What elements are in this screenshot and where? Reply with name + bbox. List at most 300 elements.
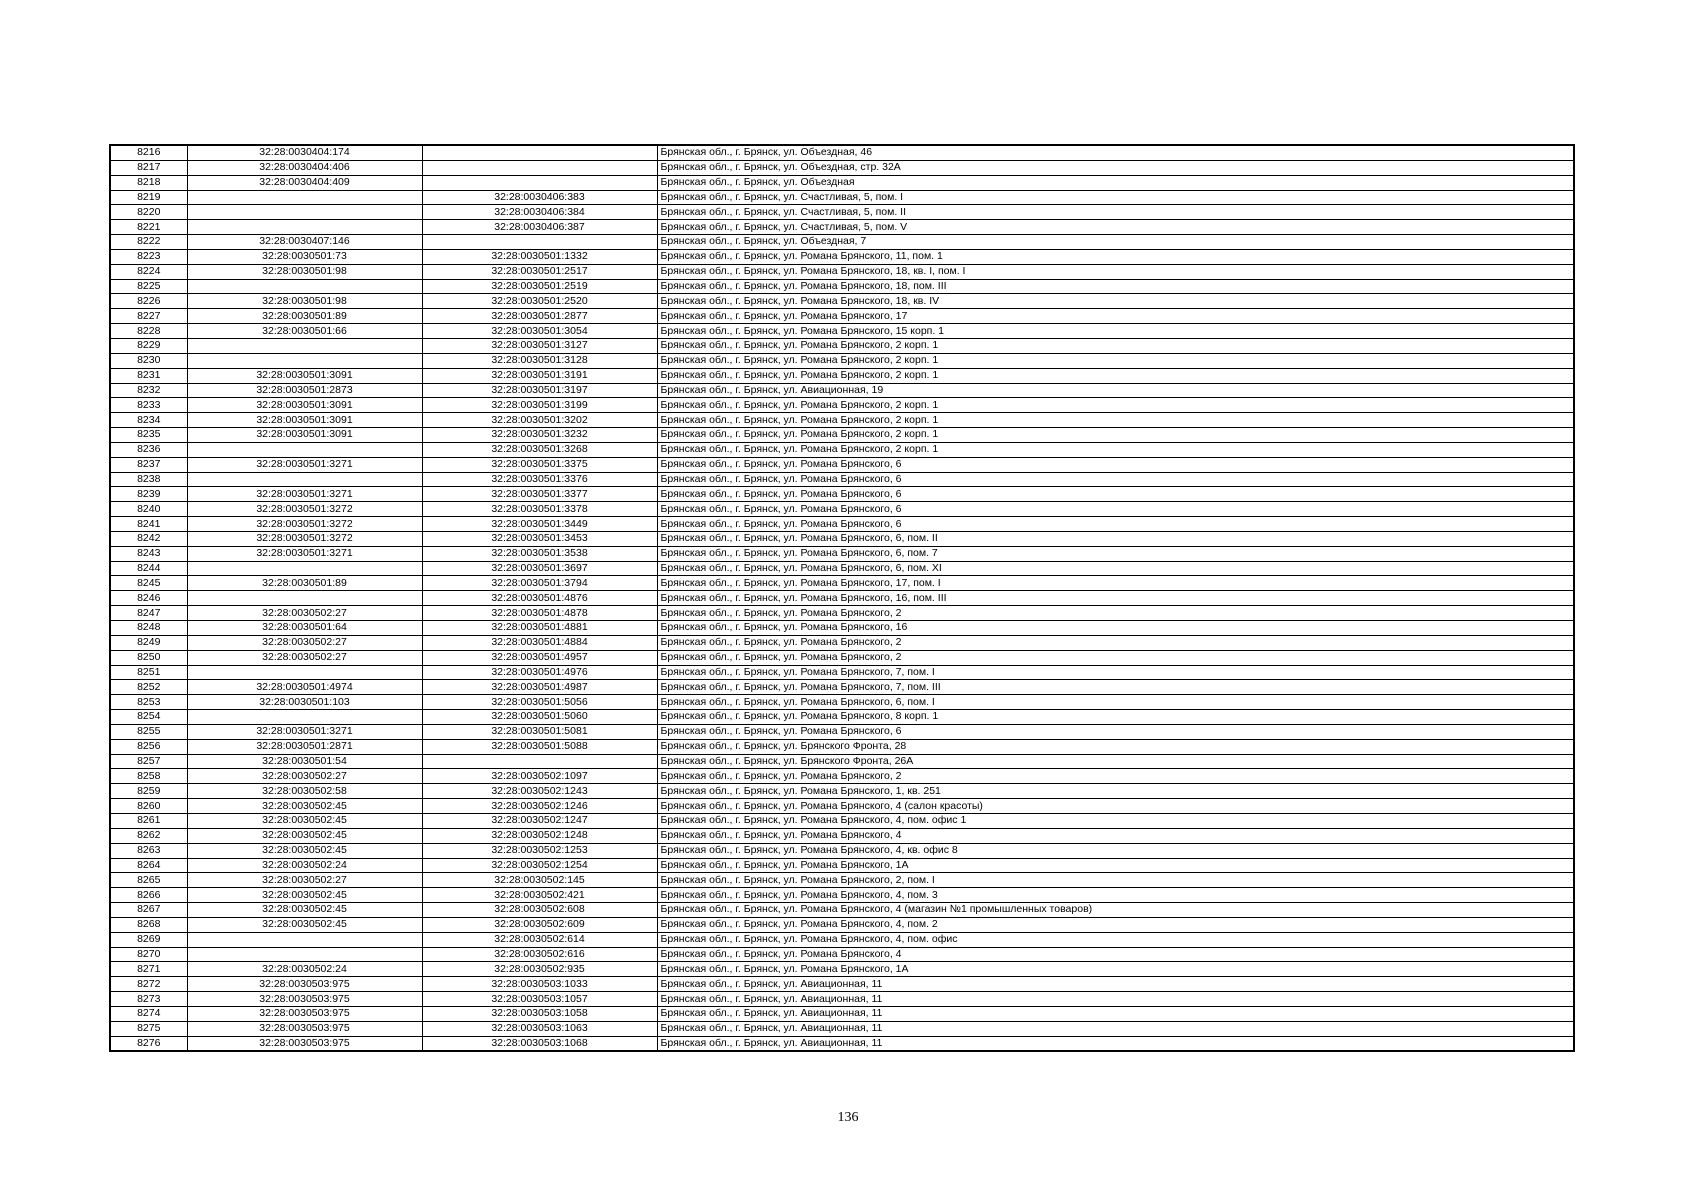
row-number-cell: 8243 [110,546,187,561]
object-cadastral-number-cell: 32:28:0030501:1332 [422,249,657,264]
row-number-cell: 8252 [110,680,187,695]
table-row [110,977,1574,992]
table-row [110,591,1574,606]
object-cadastral-number-cell: 32:28:0030501:3378 [422,502,657,517]
address-cell: Брянская обл., г. Брянск, ул. Романа Брянского, 6, пом. I [657,695,1574,710]
row-number-cell: 8223 [110,249,187,264]
table-row [110,784,1574,799]
object-cadastral-number-cell: 32:28:0030406:383 [422,190,657,205]
address-cell: Брянская обл., г. Брянск, ул. Романа Брянского, 2 корп. 1 [657,428,1574,443]
land-cadastral-number-cell: 32:28:0030502:27 [187,635,422,650]
row-number-cell: 8269 [110,932,187,947]
row-number-cell: 8232 [110,383,187,398]
land-cadastral-number-cell: 32:28:0030404:409 [187,175,422,190]
address-cell: Брянская обл., г. Брянск, ул. Романа Брянского, 18, кв. I, пом. I [657,264,1574,279]
address-cell: Брянская обл., г. Брянск, ул. Романа Брянского, 6 [657,517,1574,532]
row-number-cell: 8268 [110,917,187,932]
table-row [110,279,1574,294]
address-cell: Брянская обл., г. Брянск, ул. Романа Брянского, 7, пом. III [657,680,1574,695]
land-cadastral-number-cell: 32:28:0030503:975 [187,1036,422,1051]
row-number-cell: 8220 [110,205,187,220]
table-row [110,932,1574,947]
table-row [110,858,1574,873]
table-row [110,828,1574,843]
object-cadastral-number-cell: 32:28:0030501:3127 [422,338,657,353]
table-row [110,160,1574,175]
land-cadastral-number-cell: 32:28:0030501:4974 [187,680,422,695]
land-cadastral-number-cell [187,932,422,947]
object-cadastral-number-cell [422,160,657,175]
page-number: 136 [837,1110,859,1125]
object-cadastral-number-cell: 32:28:0030502:145 [422,873,657,888]
table-row [110,739,1574,754]
table-row [110,235,1574,250]
row-number-cell: 8233 [110,398,187,413]
row-number-cell: 8254 [110,710,187,725]
object-cadastral-number-cell: 32:28:0030501:3375 [422,457,657,472]
table-row [110,1006,1574,1021]
object-cadastral-number-cell: 32:28:0030501:3449 [422,517,657,532]
table-row [110,220,1574,235]
object-cadastral-number-cell: 32:28:0030501:4987 [422,680,657,695]
land-cadastral-number-cell: 32:28:0030502:45 [187,813,422,828]
table-row [110,992,1574,1007]
row-number-cell: 8230 [110,353,187,368]
table-row [110,695,1574,710]
table-row [110,264,1574,279]
land-cadastral-number-cell: 32:28:0030501:3091 [187,413,422,428]
address-cell: Брянская обл., г. Брянск, ул. Романа Брянского, 6 [657,487,1574,502]
land-cadastral-number-cell: 32:28:0030503:975 [187,1006,422,1021]
table-row [110,428,1574,443]
object-cadastral-number-cell: 32:28:0030501:2520 [422,294,657,309]
row-number-cell: 8271 [110,962,187,977]
address-cell: Брянская обл., г. Брянск, ул. Объездная, 7 [657,235,1574,250]
land-cadastral-number-cell: 32:28:0030502:27 [187,606,422,621]
object-cadastral-number-cell: 32:28:0030501:3232 [422,428,657,443]
address-cell: Брянская обл., г. Брянск, ул. Романа Брянского, 2 корп. 1 [657,413,1574,428]
address-cell: Брянская обл., г. Брянск, ул. Романа Брянского, 1А [657,962,1574,977]
object-cadastral-number-cell: 32:28:0030501:4884 [422,635,657,650]
address-cell: Брянская обл., г. Брянск, ул. Романа Брянского, 2 корп. 1 [657,442,1574,457]
land-cadastral-number-cell: 32:28:0030501:89 [187,576,422,591]
object-cadastral-number-cell: 32:28:0030501:3197 [422,383,657,398]
land-cadastral-number-cell: 32:28:0030501:3091 [187,368,422,383]
land-cadastral-number-cell: 32:28:0030502:45 [187,903,422,918]
object-cadastral-number-cell: 32:28:0030501:4976 [422,665,657,680]
address-cell: Брянская обл., г. Брянск, ул. Романа Брянского, 4 (магазин №1 промышленных товаров) [657,903,1574,918]
table-row [110,546,1574,561]
row-number-cell: 8272 [110,977,187,992]
object-cadastral-number-cell: 32:28:0030502:609 [422,917,657,932]
row-number-cell: 8258 [110,769,187,784]
row-number-cell: 8262 [110,828,187,843]
object-cadastral-number-cell: 32:28:0030503:1068 [422,1036,657,1051]
object-cadastral-number-cell: 32:28:0030502:421 [422,888,657,903]
table-row [110,368,1574,383]
table-row [110,576,1574,591]
table-row [110,531,1574,546]
land-cadastral-number-cell: 32:28:0030501:3091 [187,398,422,413]
table-row [110,338,1574,353]
table-row [110,383,1574,398]
land-cadastral-number-cell [187,710,422,725]
row-number-cell: 8249 [110,635,187,650]
object-cadastral-number-cell: 32:28:0030501:4878 [422,606,657,621]
address-cell: Брянская обл., г. Брянск, ул. Счастливая, 5, пом. II [657,205,1574,220]
row-number-cell: 8227 [110,309,187,324]
row-number-cell: 8221 [110,220,187,235]
object-cadastral-number-cell: 32:28:0030503:1058 [422,1006,657,1021]
land-cadastral-number-cell: 32:28:0030501:89 [187,309,422,324]
object-cadastral-number-cell: 32:28:0030501:3697 [422,561,657,576]
land-cadastral-number-cell: 32:28:0030502:45 [187,828,422,843]
land-cadastral-number-cell [187,279,422,294]
address-cell: Брянская обл., г. Брянск, ул. Романа Брянского, 6 [657,472,1574,487]
table-row [110,517,1574,532]
land-cadastral-number-cell [187,205,422,220]
row-number-cell: 8219 [110,190,187,205]
address-cell: Брянская обл., г. Брянск, ул. Авиационная, 19 [657,383,1574,398]
row-number-cell: 8231 [110,368,187,383]
object-cadastral-number-cell: 32:28:0030501:4876 [422,591,657,606]
row-number-cell: 8234 [110,413,187,428]
object-cadastral-number-cell: 32:28:0030501:3054 [422,324,657,339]
address-cell: Брянская обл., г. Брянск, ул. Авиационная, 11 [657,1021,1574,1036]
land-cadastral-number-cell: 32:28:0030501:2873 [187,383,422,398]
land-cadastral-number-cell [187,190,422,205]
table-row [110,888,1574,903]
land-cadastral-number-cell: 32:28:0030501:3271 [187,724,422,739]
land-cadastral-number-cell: 32:28:0030502:45 [187,917,422,932]
row-number-cell: 8217 [110,160,187,175]
row-number-cell: 8228 [110,324,187,339]
object-cadastral-number-cell: 32:28:0030502:935 [422,962,657,977]
object-cadastral-number-cell: 32:28:0030406:387 [422,220,657,235]
object-cadastral-number-cell: 32:28:0030502:614 [422,932,657,947]
address-cell: Брянская обл., г. Брянск, ул. Романа Брянского, 8 корп. 1 [657,710,1574,725]
table-row [110,561,1574,576]
land-cadastral-number-cell [187,472,422,487]
row-number-cell: 8260 [110,799,187,814]
land-cadastral-number-cell: 32:28:0030404:174 [187,145,422,160]
land-cadastral-number-cell: 32:28:0030502:24 [187,858,422,873]
object-cadastral-number-cell: 32:28:0030502:1254 [422,858,657,873]
land-cadastral-number-cell: 32:28:0030501:73 [187,249,422,264]
address-cell: Брянская обл., г. Брянск, ул. Романа Брянского, 4, пом. 2 [657,917,1574,932]
object-cadastral-number-cell: 32:28:0030503:1057 [422,992,657,1007]
address-cell: Брянская обл., г. Брянск, ул. Объездная, 46 [657,145,1574,160]
land-cadastral-number-cell: 32:28:0030501:3272 [187,531,422,546]
object-cadastral-number-cell: 32:28:0030501:3376 [422,472,657,487]
address-cell: Брянская обл., г. Брянск, ул. Романа Брянского, 6 [657,724,1574,739]
address-cell: Брянская обл., г. Брянск, ул. Романа Брянского, 2 [657,635,1574,650]
table-row [110,754,1574,769]
land-cadastral-number-cell [187,665,422,680]
address-cell: Брянская обл., г. Брянск, ул. Романа Брянского, 4, пом. офис [657,932,1574,947]
table-row [110,769,1574,784]
address-cell: Брянская обл., г. Брянск, ул. Авиационная, 11 [657,1006,1574,1021]
table-row [110,799,1574,814]
land-cadastral-number-cell [187,442,422,457]
table-row [110,917,1574,932]
row-number-cell: 8235 [110,428,187,443]
table-row [110,457,1574,472]
address-cell: Брянская обл., г. Брянск, ул. Романа Брянского, 17, пом. I [657,576,1574,591]
address-cell: Брянская обл., г. Брянск, ул. Романа Брянского, 6 [657,457,1574,472]
row-number-cell: 8246 [110,591,187,606]
address-cell: Брянская обл., г. Брянск, ул. Романа Брянского, 2 корп. 1 [657,338,1574,353]
table-body [110,145,1574,1051]
object-cadastral-number-cell: 32:28:0030502:1097 [422,769,657,784]
address-cell: Брянская обл., г. Брянск, ул. Романа Брянского, 2 корп. 1 [657,368,1574,383]
object-cadastral-number-cell: 32:28:0030502:1253 [422,843,657,858]
land-cadastral-number-cell: 32:28:0030502:45 [187,799,422,814]
row-number-cell: 8273 [110,992,187,1007]
land-cadastral-number-cell: 32:28:0030502:45 [187,843,422,858]
address-cell: Брянская обл., г. Брянск, ул. Романа Брянского, 4 [657,828,1574,843]
property-table-container [109,144,1573,1052]
address-cell: Брянская обл., г. Брянск, ул. Счастливая, 5, пом. I [657,190,1574,205]
address-cell: Брянская обл., г. Брянск, ул. Романа Брянского, 2, пом. I [657,873,1574,888]
table-row [110,710,1574,725]
object-cadastral-number-cell [422,235,657,250]
table-row [110,724,1574,739]
table-row [110,294,1574,309]
land-cadastral-number-cell: 32:28:0030502:27 [187,873,422,888]
table-row [110,621,1574,636]
address-cell: Брянская обл., г. Брянск, ул. Романа Брянского, 7, пом. I [657,665,1574,680]
table-row [110,680,1574,695]
land-cadastral-number-cell: 32:28:0030404:406 [187,160,422,175]
row-number-cell: 8237 [110,457,187,472]
land-cadastral-number-cell: 32:28:0030407:146 [187,235,422,250]
object-cadastral-number-cell: 32:28:0030501:3128 [422,353,657,368]
object-cadastral-number-cell: 32:28:0030501:3199 [422,398,657,413]
object-cadastral-number-cell [422,145,657,160]
table-row [110,947,1574,962]
address-cell: Брянская обл., г. Брянск, ул. Брянского Фронта, 26А [657,754,1574,769]
table-row [110,145,1574,160]
object-cadastral-number-cell: 32:28:0030501:3794 [422,576,657,591]
table-row [110,635,1574,650]
row-number-cell: 8242 [110,531,187,546]
land-cadastral-number-cell [187,591,422,606]
table-row [110,843,1574,858]
object-cadastral-number-cell: 32:28:0030502:616 [422,947,657,962]
row-number-cell: 8253 [110,695,187,710]
row-number-cell: 8244 [110,561,187,576]
table-row [110,962,1574,977]
table-row [110,442,1574,457]
table-row [110,606,1574,621]
table-row [110,190,1574,205]
address-cell: Брянская обл., г. Брянск, ул. Романа Брянского, 4 (салон красоты) [657,799,1574,814]
row-number-cell: 8265 [110,873,187,888]
land-cadastral-number-cell: 32:28:0030501:98 [187,264,422,279]
row-number-cell: 8241 [110,517,187,532]
address-cell: Брянская обл., г. Брянск, ул. Романа Брянского, 6, пом. 7 [657,546,1574,561]
land-cadastral-number-cell: 32:28:0030501:3272 [187,517,422,532]
row-number-cell: 8224 [110,264,187,279]
address-cell: Брянская обл., г. Брянск, ул. Романа Брянского, 16, пом. III [657,591,1574,606]
row-number-cell: 8236 [110,442,187,457]
table-row [110,487,1574,502]
land-cadastral-number-cell: 32:28:0030501:98 [187,294,422,309]
object-cadastral-number-cell: 32:28:0030501:5060 [422,710,657,725]
land-cadastral-number-cell: 32:28:0030501:3091 [187,428,422,443]
row-number-cell: 8263 [110,843,187,858]
row-number-cell: 8275 [110,1021,187,1036]
table-row [110,324,1574,339]
address-cell: Брянская обл., г. Брянск, ул. Романа Брянского, 16 [657,621,1574,636]
row-number-cell: 8248 [110,621,187,636]
row-number-cell: 8216 [110,145,187,160]
land-cadastral-number-cell: 32:28:0030501:54 [187,754,422,769]
property-table [109,144,1575,1052]
table-row [110,353,1574,368]
row-number-cell: 8247 [110,606,187,621]
address-cell: Брянская обл., г. Брянск, ул. Романа Брянского, 4, кв. офис 8 [657,843,1574,858]
row-number-cell: 8270 [110,947,187,962]
address-cell: Брянская обл., г. Брянск, ул. Объездная, стр. 32А [657,160,1574,175]
object-cadastral-number-cell: 32:28:0030502:1248 [422,828,657,843]
row-number-cell: 8255 [110,724,187,739]
address-cell: Брянская обл., г. Брянск, ул. Романа Брянского, 6, пом. XI [657,561,1574,576]
row-number-cell: 8222 [110,235,187,250]
land-cadastral-number-cell [187,338,422,353]
address-cell: Брянская обл., г. Брянск, ул. Романа Брянского, 2 [657,606,1574,621]
row-number-cell: 8256 [110,739,187,754]
row-number-cell: 8261 [110,813,187,828]
table-row [110,249,1574,264]
row-number-cell: 8240 [110,502,187,517]
row-number-cell: 8274 [110,1006,187,1021]
object-cadastral-number-cell: 32:28:0030501:2517 [422,264,657,279]
land-cadastral-number-cell [187,353,422,368]
land-cadastral-number-cell: 32:28:0030502:24 [187,962,422,977]
table-row [110,413,1574,428]
table-row [110,205,1574,220]
table-row [110,472,1574,487]
land-cadastral-number-cell: 32:28:0030501:3271 [187,487,422,502]
land-cadastral-number-cell: 32:28:0030501:3271 [187,457,422,472]
row-number-cell: 8225 [110,279,187,294]
address-cell: Брянская обл., г. Брянск, ул. Романа Брянского, 4 [657,947,1574,962]
object-cadastral-number-cell [422,175,657,190]
row-number-cell: 8250 [110,650,187,665]
address-cell: Брянская обл., г. Брянск, ул. Романа Брянского, 1А [657,858,1574,873]
table-row [110,650,1574,665]
row-number-cell: 8264 [110,858,187,873]
land-cadastral-number-cell: 32:28:0030502:58 [187,784,422,799]
address-cell: Брянская обл., г. Брянск, ул. Романа Брянского, 1, кв. 251 [657,784,1574,799]
object-cadastral-number-cell: 32:28:0030502:608 [422,903,657,918]
land-cadastral-number-cell: 32:28:0030501:3271 [187,546,422,561]
row-number-cell: 8238 [110,472,187,487]
address-cell: Брянская обл., г. Брянск, ул. Романа Брянского, 2 [657,650,1574,665]
object-cadastral-number-cell: 32:28:0030501:3538 [422,546,657,561]
object-cadastral-number-cell: 32:28:0030501:3202 [422,413,657,428]
table-row [110,175,1574,190]
row-number-cell: 8251 [110,665,187,680]
table-row [110,398,1574,413]
address-cell: Брянская обл., г. Брянск, ул. Романа Брянского, 15 корп. 1 [657,324,1574,339]
object-cadastral-number-cell: 32:28:0030501:2519 [422,279,657,294]
table-row [110,903,1574,918]
object-cadastral-number-cell: 32:28:0030501:3268 [422,442,657,457]
object-cadastral-number-cell: 32:28:0030406:384 [422,205,657,220]
land-cadastral-number-cell: 32:28:0030503:975 [187,1021,422,1036]
land-cadastral-number-cell: 32:28:0030503:975 [187,992,422,1007]
land-cadastral-number-cell: 32:28:0030502:27 [187,769,422,784]
address-cell: Брянская обл., г. Брянск, ул. Романа Брянского, 6, пом. II [657,531,1574,546]
address-cell: Брянская обл., г. Брянск, ул. Авиационная, 11 [657,977,1574,992]
table-row [110,309,1574,324]
table-row [110,1036,1574,1051]
land-cadastral-number-cell: 32:28:0030501:64 [187,621,422,636]
address-cell: Брянская обл., г. Брянск, ул. Романа Брянского, 4, пом. 3 [657,888,1574,903]
object-cadastral-number-cell: 32:28:0030501:4881 [422,621,657,636]
table-row [110,1021,1574,1036]
land-cadastral-number-cell: 32:28:0030501:2871 [187,739,422,754]
address-cell: Брянская обл., г. Брянск, ул. Романа Брянского, 18, кв. IV [657,294,1574,309]
table-row [110,502,1574,517]
address-cell: Брянская обл., г. Брянск, ул. Романа Брянского, 2 [657,769,1574,784]
row-number-cell: 8245 [110,576,187,591]
object-cadastral-number-cell: 32:28:0030501:3453 [422,531,657,546]
land-cadastral-number-cell [187,947,422,962]
land-cadastral-number-cell [187,561,422,576]
address-cell: Брянская обл., г. Брянск, ул. Счастливая, 5, пом. V [657,220,1574,235]
object-cadastral-number-cell: 32:28:0030503:1063 [422,1021,657,1036]
object-cadastral-number-cell: 32:28:0030502:1246 [422,799,657,814]
row-number-cell: 8226 [110,294,187,309]
address-cell: Брянская обл., г. Брянск, ул. Авиационная, 11 [657,992,1574,1007]
object-cadastral-number-cell: 32:28:0030501:4957 [422,650,657,665]
address-cell: Брянская обл., г. Брянск, ул. Романа Брянского, 4, пом. офис 1 [657,813,1574,828]
land-cadastral-number-cell: 32:28:0030501:66 [187,324,422,339]
address-cell: Брянская обл., г. Брянск, ул. Романа Брянского, 2 корп. 1 [657,398,1574,413]
object-cadastral-number-cell: 32:28:0030502:1243 [422,784,657,799]
land-cadastral-number-cell: 32:28:0030501:3272 [187,502,422,517]
row-number-cell: 8267 [110,903,187,918]
object-cadastral-number-cell: 32:28:0030501:5088 [422,739,657,754]
land-cadastral-number-cell: 32:28:0030503:975 [187,977,422,992]
row-number-cell: 8239 [110,487,187,502]
object-cadastral-number-cell: 32:28:0030501:3191 [422,368,657,383]
object-cadastral-number-cell: 32:28:0030501:3377 [422,487,657,502]
address-cell: Брянская обл., г. Брянск, ул. Брянского Фронта, 28 [657,739,1574,754]
row-number-cell: 8259 [110,784,187,799]
object-cadastral-number-cell: 32:28:0030501:5056 [422,695,657,710]
address-cell: Брянская обл., г. Брянск, ул. Романа Брянского, 11, пом. 1 [657,249,1574,264]
address-cell: Брянская обл., г. Брянск, ул. Романа Брянского, 17 [657,309,1574,324]
address-cell: Брянская обл., г. Брянск, ул. Романа Брянского, 2 корп. 1 [657,353,1574,368]
row-number-cell: 8218 [110,175,187,190]
object-cadastral-number-cell: 32:28:0030503:1033 [422,977,657,992]
land-cadastral-number-cell: 32:28:0030501:103 [187,695,422,710]
address-cell: Брянская обл., г. Брянск, ул. Авиационная, 11 [657,1036,1574,1051]
land-cadastral-number-cell: 32:28:0030502:45 [187,888,422,903]
table-row [110,813,1574,828]
address-cell: Брянская обл., г. Брянск, ул. Романа Брянского, 18, пом. III [657,279,1574,294]
address-cell: Брянская обл., г. Брянск, ул. Романа Брянского, 6 [657,502,1574,517]
table-row [110,665,1574,680]
object-cadastral-number-cell [422,754,657,769]
land-cadastral-number-cell [187,220,422,235]
row-number-cell: 8229 [110,338,187,353]
